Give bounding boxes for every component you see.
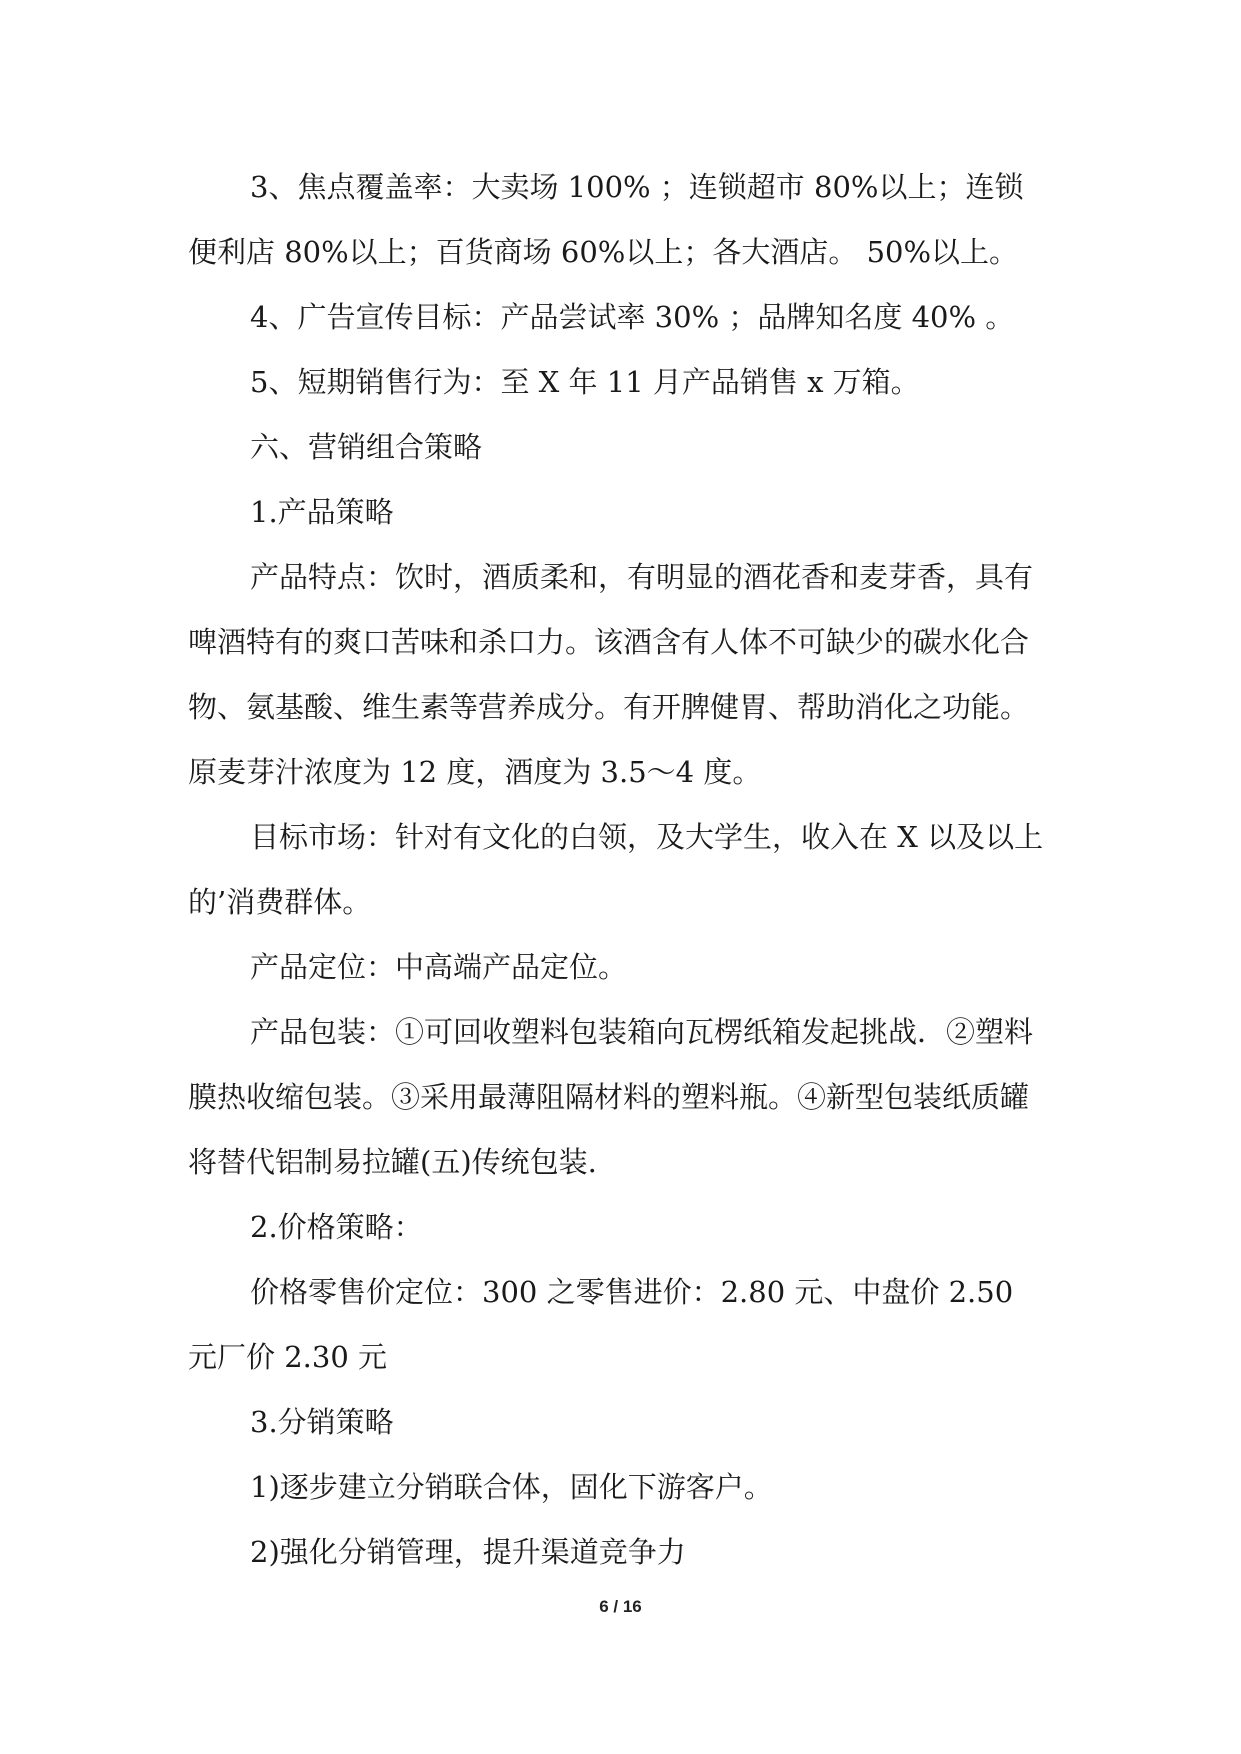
paragraph-product-features: 产品特点：饮时，酒质柔和，有明显的酒花香和麦芽香，具有啤酒特有的爽口苦味和杀口力。该酒含有人体不可缺少的碳水化合物、氨基酸、维生素等营养成分。有开脾健胃、帮助消化之功能。原麦芽汁浓度为 12 度，酒度为 3.5～4 度。 (188, 560, 1034, 789)
list-item-distribution-2: 2)强化分销管理，提升渠道竞争力 (250, 1535, 686, 1569)
paragraph-advertising-goal: 4、广告宣传目标：产品尝试率 30% ；品牌知名度 40% 。 (250, 300, 1015, 334)
subheading-product-strategy: 1.产品策略 (250, 495, 394, 529)
page-number: 6 / 16 (599, 1597, 642, 1616)
paragraph-price-positioning: 价格零售价定位：300 之零售进价：2.80 元、中盘价 2.50 元厂价 2.30 元 (188, 1275, 1014, 1374)
paragraph-short-term-sales: 5、短期销售行为：至 X 年 11 月产品销售 x 万箱。 (250, 365, 920, 399)
list-item-distribution-1: 1)逐步建立分销联合体，固化下游客户。 (250, 1470, 773, 1504)
subheading-price-strategy: 2.价格策略： (250, 1210, 423, 1244)
section-heading-marketing-mix: 六、营销组合策略 (250, 430, 483, 464)
paragraph-product-packaging: 产品包装：①可回收塑料包装箱向瓦楞纸箱发起挑战．②塑料膜热收缩包装。③采用最薄阻隔材料的塑料瓶。④新型包装纸质罐将替代铝制易拉罐(五)传统包装. (188, 1015, 1034, 1179)
subheading-distribution-strategy: 3.分销策略 (250, 1405, 394, 1439)
paragraph-product-positioning: 产品定位：中高端产品定位。 (250, 950, 628, 984)
document-body (188, 155, 1048, 1585)
paragraph-target-market: 目标市场：针对有文化的白领，及大学生，收入在 X 以及以上的’消费群体。 (188, 820, 1044, 919)
paragraph-coverage-rate: 3、焦点覆盖率：大卖场 100% ；连锁超市 80%以上；连锁便利店 80%以上；百货商场 60%以上；各大酒店。 50%以上。 (188, 170, 1024, 269)
